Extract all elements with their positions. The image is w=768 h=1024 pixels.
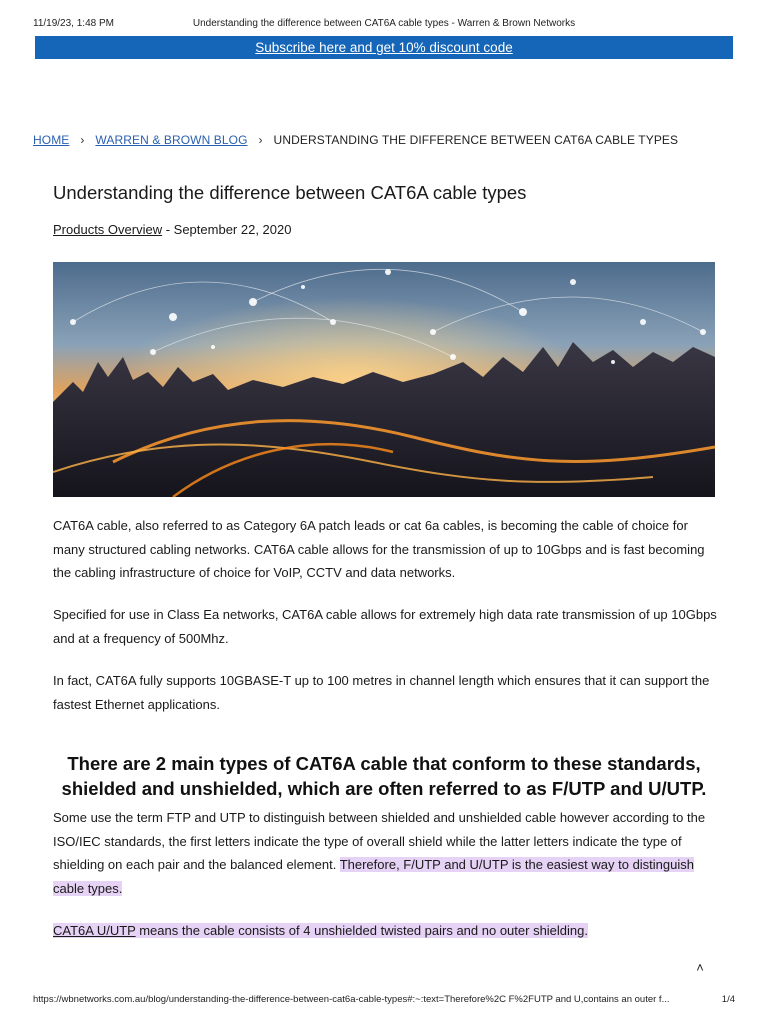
hero-image (53, 262, 715, 497)
print-header (33, 18, 735, 32)
cat6a-uutp-link[interactable]: CAT6A U/UTP (53, 923, 136, 938)
city-network-image (53, 262, 715, 497)
breadcrumb-separator: › (80, 133, 85, 147)
promo-bar (35, 36, 733, 59)
print-document-title: Understanding the difference between CAT6A cable types - Warren & Brown Networks (192, 18, 576, 29)
print-datetime: 11/19/23, 1:48 PM (33, 18, 114, 29)
breadcrumb-blog-link[interactable]: WARREN & BROWN BLOG (95, 133, 248, 147)
paragraph-ftp-utp-text: Some use the term FTP and UTP to distinguish between shielded and unshielded cable however according to the ISO/IEC standards, the first letters indicate the type of overall shield while the latter letters indicate the type of shielding on each pair and the balanced element. (53, 810, 706, 872)
chevron-up-icon[interactable]: ˄ (696, 960, 704, 975)
post-date: September 22, 2020 (173, 222, 292, 237)
breadcrumb-current: UNDERSTANDING THE DIFFERENCE BETWEEN CAT6A CABLE TYPES (273, 133, 679, 147)
post-meta (53, 222, 291, 237)
breadcrumb (33, 133, 748, 147)
paragraph-10gbase-t: In fact, CAT6A fully supports 10GBASE-T up to 100 metres in channel length which ensures that it can support the fastest Ethernet applications. (53, 673, 710, 712)
category-link[interactable]: Products Overview (53, 222, 163, 237)
highlighted-text: Therefore, F/UTP and U/UTP is the easiest way to distinguish cable types. (53, 857, 694, 896)
print-url: https://wbnetworks.com.au/blog/understanding-the-difference-between-cat6a-cable-types#:~:text=Therefore%2C F%2FUTP and U,contains an outer f... (33, 994, 670, 1005)
page-title: Understanding the difference between CAT6A cable types (53, 182, 527, 203)
highlighted-text: means the cable consists of 4 unshielded twisted pairs and no outer shielding. (135, 923, 588, 938)
page-number: 1/4 (721, 994, 735, 1005)
breadcrumb-home-link[interactable]: HOME (33, 133, 70, 147)
meta-separator: - (162, 222, 174, 237)
paragraph-uutp (53, 919, 719, 943)
section-heading: There are 2 main types of CAT6A cable that conform to these standards, shielded and unshielded, which are often referred to as F/UTP and U/UTP. (61, 753, 707, 800)
paragraph-ftp-utp (53, 806, 719, 900)
paragraph-class-ea: Specified for use in Class Ea networks, CAT6A cable allows for extremely high data rate transmission of up 10Gbps and at a frequency of 500Mhz. (53, 607, 717, 646)
breadcrumb-separator: › (258, 133, 263, 147)
subscribe-link[interactable]: Subscribe here and get 10% discount code (255, 40, 513, 55)
paragraph-intro: CAT6A cable, also referred to as Category 6A patch leads or cat 6a cables, is becoming the cable of choice for many structured cabling networks. CAT6A cable allows for the transmission of up to 10Gbps and is fast becoming the cabling infrastructure of choice for VoIP, CCTV and data networks. (53, 518, 705, 580)
